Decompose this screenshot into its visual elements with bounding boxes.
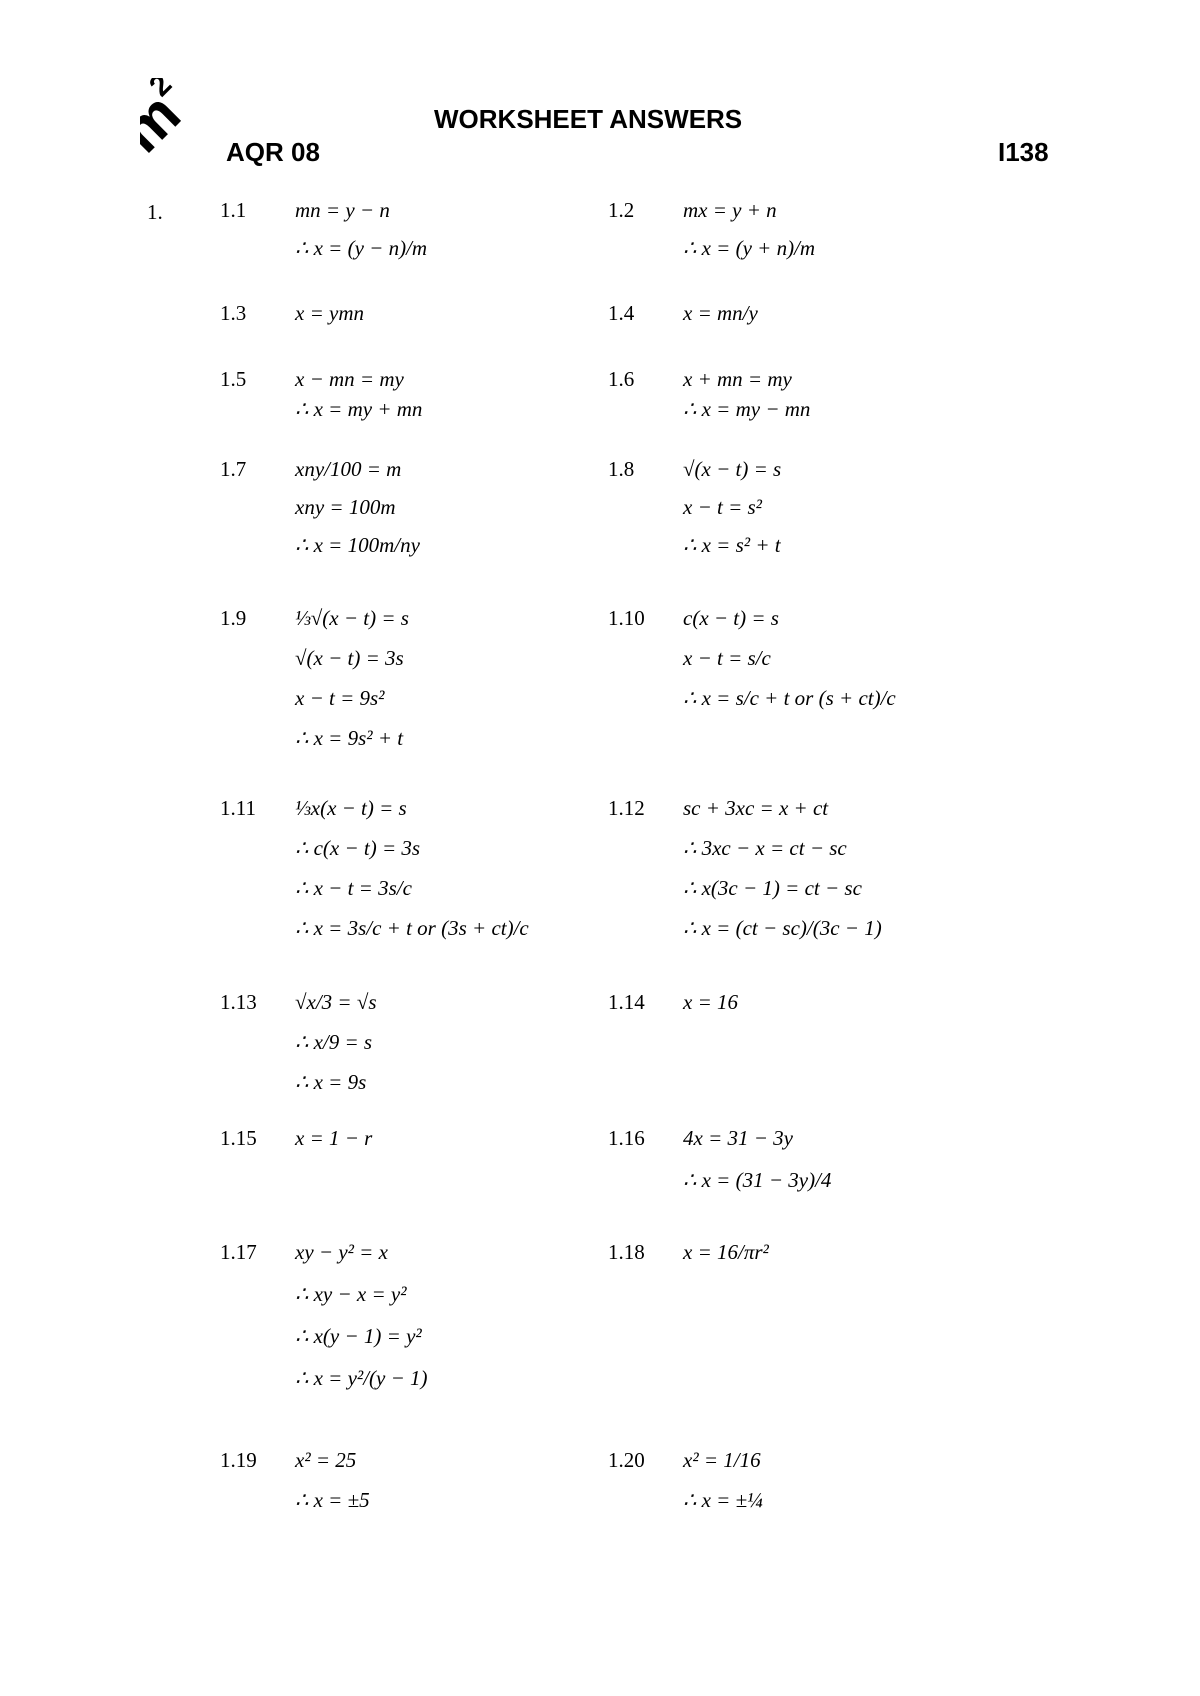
answer-line: x − t = 9s² bbox=[295, 686, 385, 710]
answer-line: x² = 1/16 bbox=[683, 1448, 761, 1472]
answer-line: ∴ x = (y − n)/m bbox=[295, 236, 428, 260]
answer-line: xny/100 = m bbox=[295, 457, 402, 481]
answer-line: ∴ 3xc − x = ct − sc bbox=[683, 836, 847, 860]
answer-line: ∴ x = (y + n)/m bbox=[683, 236, 816, 260]
answer-number: 1.19 bbox=[220, 1448, 257, 1472]
m2-logo bbox=[140, 78, 220, 168]
answer-line: x = mn/y bbox=[683, 301, 758, 325]
answer-line: ∴ x(3c − 1) = ct − sc bbox=[683, 876, 862, 900]
course-code: AQR 08 bbox=[226, 137, 320, 167]
answer-number: 1.14 bbox=[608, 990, 645, 1014]
answer-line: ∴ x = (31 − 3y)/4 bbox=[683, 1168, 832, 1192]
answer-number: 1.1 bbox=[220, 198, 247, 222]
answer-line: ∴ x = 9s² + t bbox=[295, 726, 404, 750]
answer-line: x = 1 − r bbox=[295, 1126, 373, 1150]
page-title: WORKSHEET ANSWERS bbox=[434, 104, 743, 134]
answer-number: 1.18 bbox=[608, 1240, 645, 1264]
answer-line: √x/3 = √s bbox=[295, 990, 377, 1014]
answer-line: √(x − t) = 3s bbox=[295, 646, 404, 670]
answer-line: mx = y + n bbox=[683, 198, 777, 222]
answer-line: ∴ xy − x = y² bbox=[295, 1282, 407, 1306]
answer-line: x − t = s/c bbox=[683, 646, 771, 670]
answer-line: x = 16/πr² bbox=[683, 1240, 769, 1264]
answer-line: mn = y − n bbox=[295, 198, 390, 222]
answer-line: ⅓√(x − t) = s bbox=[295, 606, 409, 630]
answer-number: 1.12 bbox=[608, 796, 645, 820]
answer-line: x + mn = my bbox=[683, 367, 792, 391]
answer-number: 1.16 bbox=[608, 1126, 645, 1150]
answer-line: xy − y² = x bbox=[295, 1240, 388, 1264]
answer-line: x − t = s² bbox=[683, 495, 762, 519]
answer-line: ∴ x = 9s bbox=[295, 1070, 367, 1094]
answer-number: 1.4 bbox=[608, 301, 635, 325]
answer-line: ∴ x = s/c + t or (s + ct)/c bbox=[683, 686, 896, 710]
answer-number: 1.20 bbox=[608, 1448, 645, 1472]
answer-line: ∴ x − t = 3s/c bbox=[295, 876, 412, 900]
answer-line: x = ymn bbox=[295, 301, 364, 325]
answer-line: ∴ x = 3s/c + t or (3s + ct)/c bbox=[295, 916, 529, 940]
answer-number: 1.17 bbox=[220, 1240, 257, 1264]
answer-line: ∴ x = y²/(y − 1) bbox=[295, 1366, 428, 1390]
answer-line: sc + 3xc = x + ct bbox=[683, 796, 829, 820]
answer-line: ∴ x = ±¼ bbox=[683, 1488, 763, 1512]
answer-number: 1.13 bbox=[220, 990, 257, 1014]
answer-line: ∴ x/9 = s bbox=[295, 1030, 373, 1054]
answer-line: 4x = 31 − 3y bbox=[683, 1126, 793, 1150]
answer-line: ∴ x = my + mn bbox=[295, 397, 423, 421]
answer-line: ∴ x = s² + t bbox=[683, 533, 781, 557]
answer-line: xny = 100m bbox=[295, 495, 396, 519]
worksheet-code: I138 bbox=[998, 137, 1049, 167]
answer-line: x − mn = my bbox=[295, 367, 404, 391]
svg-text:m: m bbox=[140, 80, 193, 166]
answer-line: x = 16 bbox=[683, 990, 738, 1014]
answer-number: 1.2 bbox=[608, 198, 635, 222]
answer-line: ∴ x(y − 1) = y² bbox=[295, 1324, 422, 1348]
answer-number: 1.10 bbox=[608, 606, 645, 630]
answer-line: ∴ x = 100m/ny bbox=[295, 533, 420, 557]
answer-number: 1.3 bbox=[220, 301, 247, 325]
answer-line: √(x − t) = s bbox=[683, 457, 782, 481]
answer-line: ∴ x = (ct − sc)/(3c − 1) bbox=[683, 916, 882, 940]
answer-line: ∴ x = my − mn bbox=[683, 397, 811, 421]
answer-number: 1.9 bbox=[220, 606, 247, 630]
answer-line: x² = 25 bbox=[295, 1448, 357, 1472]
answer-line: ⅓x(x − t) = s bbox=[295, 796, 407, 820]
svg-text:2: 2 bbox=[143, 78, 179, 103]
answer-number: 1.11 bbox=[220, 796, 256, 820]
answer-number: 1.6 bbox=[608, 367, 635, 391]
answer-line: c(x − t) = s bbox=[683, 606, 779, 630]
answer-number: 1.5 bbox=[220, 367, 247, 391]
answer-number: 1.8 bbox=[608, 457, 635, 481]
answer-line: ∴ x = ±5 bbox=[295, 1488, 370, 1512]
answer-line: ∴ c(x − t) = 3s bbox=[295, 836, 421, 860]
answer-number: 1.7 bbox=[220, 457, 247, 481]
answer-number: 1.15 bbox=[220, 1126, 257, 1150]
question-number: 1. bbox=[147, 200, 163, 224]
